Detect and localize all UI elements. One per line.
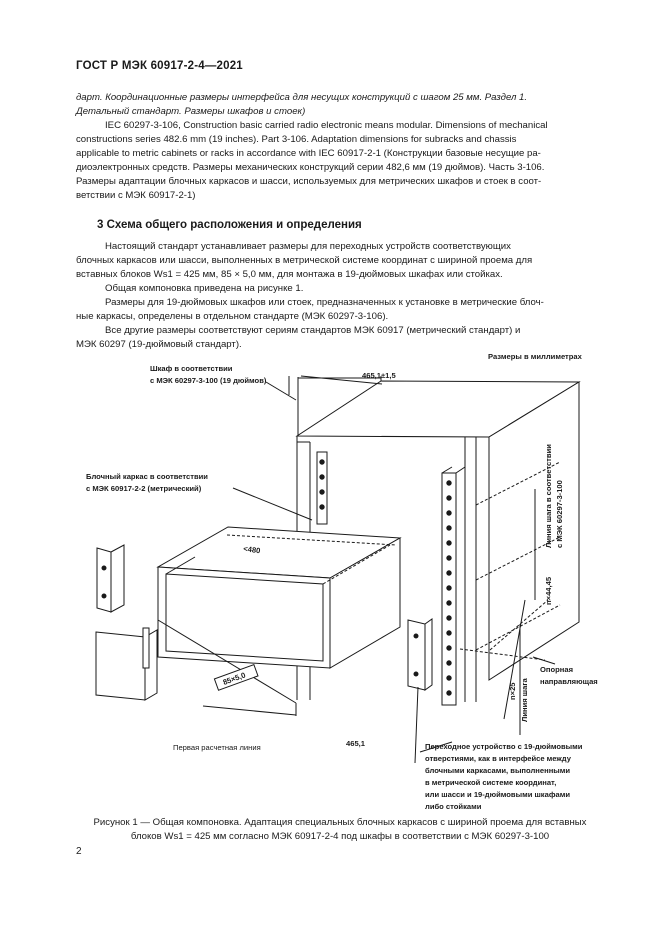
first-design-line: Первая расчетная линия	[173, 743, 261, 752]
ref-line: ветствии с МЭК 60917-2-1)	[76, 190, 196, 201]
dim-n-25: n×25	[508, 682, 517, 700]
pitch-line-label-1: Линия шага в соответствии	[544, 444, 553, 548]
dim-85x5: 85×5,0	[221, 670, 247, 687]
reference-guide-2: направляющая	[540, 677, 598, 686]
pitch-line-label-2: с МЭК 60297-3-100	[555, 480, 564, 548]
body-line: МЭК 60297 (19-дюймовый стандарт).	[76, 339, 242, 350]
pitch-line-label-3: Линия шага	[520, 678, 529, 722]
caption-line: Рисунок 1 — Общая компоновка. Адаптация специальных блочных каркасов с шириной проема для вставных	[93, 817, 587, 828]
adapter-label-2: отверстиями, как в интерфейсе между	[425, 754, 571, 763]
ref-line: IEC 60297-3-106, Construction basic carried radio electronic means modular. Dimensions of mechanical	[105, 120, 548, 131]
adapter-label-1: Переходное устройство с 19-дюймовыми	[425, 742, 583, 751]
ref-line: Детальный стандарт. Размеры шкафов и стоек)	[76, 106, 306, 117]
ref-line: applicable to metric cabinets or racks in accordance with IEC 60917-2-1 (Конструкции базовые несущие ра-	[76, 148, 541, 159]
dim-465-tolerance: 465,1±1,5	[362, 371, 396, 380]
adapter-label-4: в метрической системе координат,	[425, 778, 557, 787]
body-line: Общая компоновка приведена на рисунке 1.	[105, 283, 304, 294]
dim-n-44-45: n×44,45	[544, 576, 553, 605]
document-header: ГОСТ Р МЭК 60917-2-4—2021	[76, 60, 243, 72]
body-line: Размеры для 19-дюймовых шкафов или стоек, предназначенных к установке в метрические блоч-	[105, 297, 544, 308]
units-note: Размеры в миллиметрах	[488, 352, 582, 361]
subrack-label-1: Блочный каркас в соответствии	[86, 472, 208, 481]
body-line: Все другие размеры соответствуют сериям стандартов МЭК 60917 (метрический стандарт) и	[105, 325, 521, 336]
cabinet-label-2: с МЭК 60297-3-100 (19 дюймов)	[150, 376, 267, 385]
dim-465-1: 465,1	[346, 739, 366, 748]
dim-width: <480	[242, 544, 261, 556]
dim-85x5-box	[214, 665, 258, 691]
body-line: Настоящий стандарт устанавливает размеры для переходных устройств соответствующих	[105, 241, 511, 252]
body-line: ные каркасы, определены в отдельном стандарте (МЭК 60297-3-106).	[76, 311, 389, 322]
ref-line: constructions series 482.6 mm (19 inches). Part 3-106. Adaptation dimensions for subracks and chassis	[76, 134, 517, 145]
cabinet-label-1: Шкаф в соответствии	[150, 364, 233, 373]
caption-line: блоков Ws1 = 425 мм согласно МЭК 60917-2-4 под шкафы в соответствии с МЭК 60297-3-100	[130, 831, 550, 842]
ref-line: Размеры адаптации блочных каркасов и шасси, используемых для метрических шкафов и стоек в соот-	[76, 176, 542, 187]
adapter-label-6: либо стойками	[425, 802, 482, 811]
left-bracket-upper	[97, 545, 124, 612]
section-heading: 3 Схема общего расположения и определения	[97, 219, 362, 231]
right-bracket	[408, 619, 432, 690]
body-line: вставных блоков Ws1 = 425 мм, 85 × 5,0 мм, для монтажа в 19-дюймовых шкафах или стойках.	[76, 269, 503, 280]
subrack-label-2: с МЭК 60917-2-2 (метрический)	[86, 484, 202, 493]
ref-line: диоэлектронных средств. Размеры механических конструкций серии 482,6 мм (19 дюймов). Часть 3-106.	[76, 162, 545, 173]
body-line: блочных каркасов или шасси, выполненных в метрической системе координат с шириной проема для	[76, 255, 533, 266]
subrack	[158, 527, 400, 668]
ref-line: дарт. Координационные размеры интерфейса для несущих конструкций с шагом 25 мм. Раздел 1.	[76, 92, 528, 103]
page-number: 2	[76, 846, 82, 857]
left-bracket-lower	[96, 628, 157, 700]
figure-caption	[60, 816, 620, 844]
reference-guide-1: Опорная	[540, 665, 574, 674]
adapter-label-3: блочными каркасами, выполненными	[425, 766, 571, 775]
adapter-label-5: или шасси и 19-дюймовыми шкафами	[425, 790, 570, 799]
